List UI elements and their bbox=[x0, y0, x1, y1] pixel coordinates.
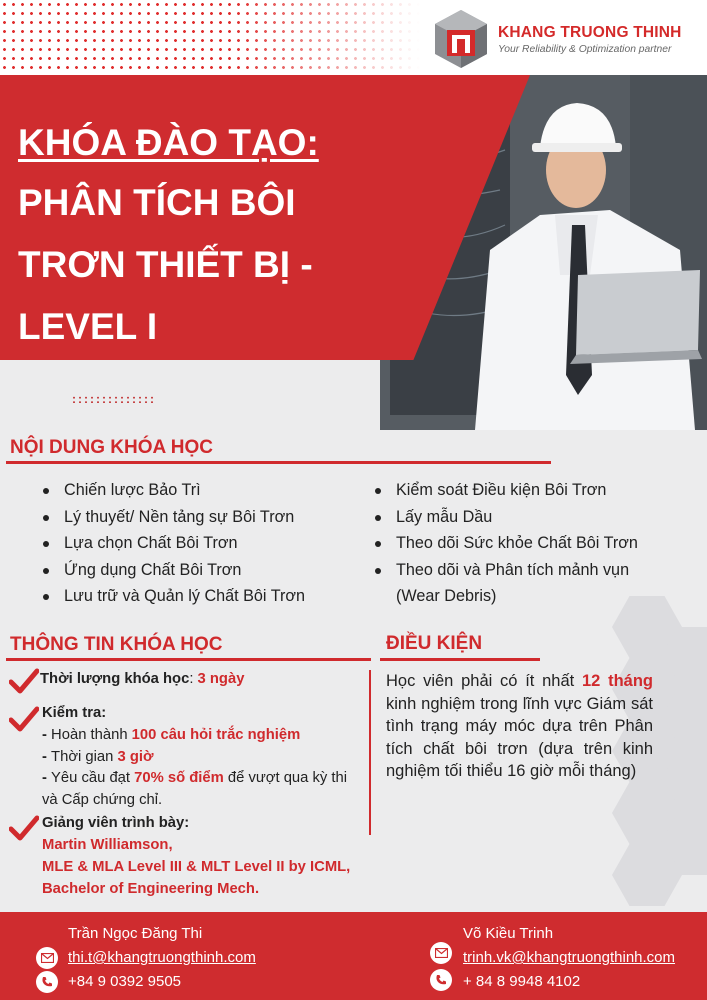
email-link[interactable]: trinh.vk@khangtruongthinh.com bbox=[463, 949, 676, 966]
phone-icon bbox=[36, 971, 58, 993]
course-title-label: KHÓA ĐÀO TẠO: bbox=[18, 122, 319, 163]
trainer-label: Giảng viên trình bày: bbox=[42, 815, 190, 831]
course-info-heading: THÔNG TIN KHÓA HỌC bbox=[10, 634, 223, 655]
exam-line: - Hoàn thành 100 câu hỏi trắc nghiệm bbox=[42, 727, 301, 743]
phone-number: + 84 8 9948 4102 bbox=[463, 973, 581, 990]
trainer-degree: Bachelor of Engineering Mech. bbox=[42, 881, 260, 897]
requirements-heading: ĐIỀU KIỆN bbox=[386, 633, 483, 654]
decorative-dot-pattern bbox=[0, 0, 420, 78]
contact-footer bbox=[0, 912, 707, 1000]
contact-name: Trần Ngọc Đăng Thi bbox=[68, 925, 203, 942]
heading-underline bbox=[6, 658, 371, 661]
trainer-name: Martin Williamson, bbox=[42, 837, 173, 853]
trainer-credentials: MLE & MLA Level III & MLT Level II by ICML, bbox=[42, 859, 351, 875]
duration-value: 3 ngày bbox=[197, 671, 245, 687]
list-item: Chiến lược Bảo Trì bbox=[40, 477, 305, 504]
company-logo bbox=[430, 8, 682, 70]
brand-tagline: Your Reliability & Optimization partner bbox=[498, 43, 672, 55]
requirements-text: Học viên phải có ít nhất 12 tháng kinh nghiệm trong lĩnh vực Giám sát tình trạng máy móc dựa trên Phân tích chất bôi trơn (dựa trên kinh nghiệm tối thiểu 16 giờ mỗi tháng) bbox=[386, 672, 653, 781]
content-list-right bbox=[372, 477, 638, 610]
list-item: Lựa chọn Chất Bôi Trơn bbox=[40, 530, 305, 557]
list-item: Theo dõi Sức khỏe Chất Bôi Trơn bbox=[372, 530, 638, 557]
checkmark-icon bbox=[9, 815, 39, 841]
phone-icon bbox=[430, 969, 452, 991]
logo-cube-icon bbox=[430, 8, 492, 70]
email-icon bbox=[430, 942, 452, 964]
checkmark-icon bbox=[9, 668, 39, 694]
exam-line: - Yêu cầu đạt 70% số điểm để vượt qua kỳ thi và Cấp chứng chỉ. bbox=[42, 770, 348, 808]
list-item: Lý thuyết/ Nền tảng sự Bôi Trơn bbox=[40, 504, 305, 531]
exam-label: Kiểm tra: bbox=[42, 705, 107, 721]
decorative-dot-row: :::::::::::::: bbox=[72, 392, 156, 406]
list-item: Theo dõi và Phân tích mảnh vụn bbox=[372, 557, 638, 584]
list-item: Lưu trữ và Quản lý Chất Bôi Trơn bbox=[40, 583, 305, 610]
list-item-continuation: (Wear Debris) bbox=[396, 587, 497, 606]
list-item: Lấy mẫu Dầu bbox=[372, 504, 638, 531]
exam-line: - Thời gian 3 giờ bbox=[42, 749, 154, 765]
phone-number: +84 9 0392 9505 bbox=[68, 973, 182, 990]
heading-underline bbox=[380, 658, 540, 661]
list-item: Ứng dụng Chất Bôi Trơn bbox=[40, 557, 305, 584]
heading-underline bbox=[6, 461, 551, 464]
duration-line: Thời lượng khóa học: 3 ngày bbox=[40, 671, 245, 687]
course-title: PHÂN TÍCH BÔI TRƠN THIẾT BỊ - LEVEL I bbox=[18, 182, 313, 347]
email-link[interactable]: thi.t@khangtruongthinh.com bbox=[68, 949, 256, 966]
list-item: Kiểm soát Điều kiện Bôi Trơn bbox=[372, 477, 638, 504]
email-icon bbox=[36, 947, 58, 969]
contact-name: Võ Kiều Trinh bbox=[463, 925, 554, 942]
brand-name: KHANG TRUONG THINH bbox=[498, 23, 682, 41]
checkmark-icon bbox=[9, 706, 39, 732]
content-list-left bbox=[40, 477, 305, 610]
course-content-heading: NỘI DUNG KHÓA HỌC bbox=[10, 437, 214, 458]
